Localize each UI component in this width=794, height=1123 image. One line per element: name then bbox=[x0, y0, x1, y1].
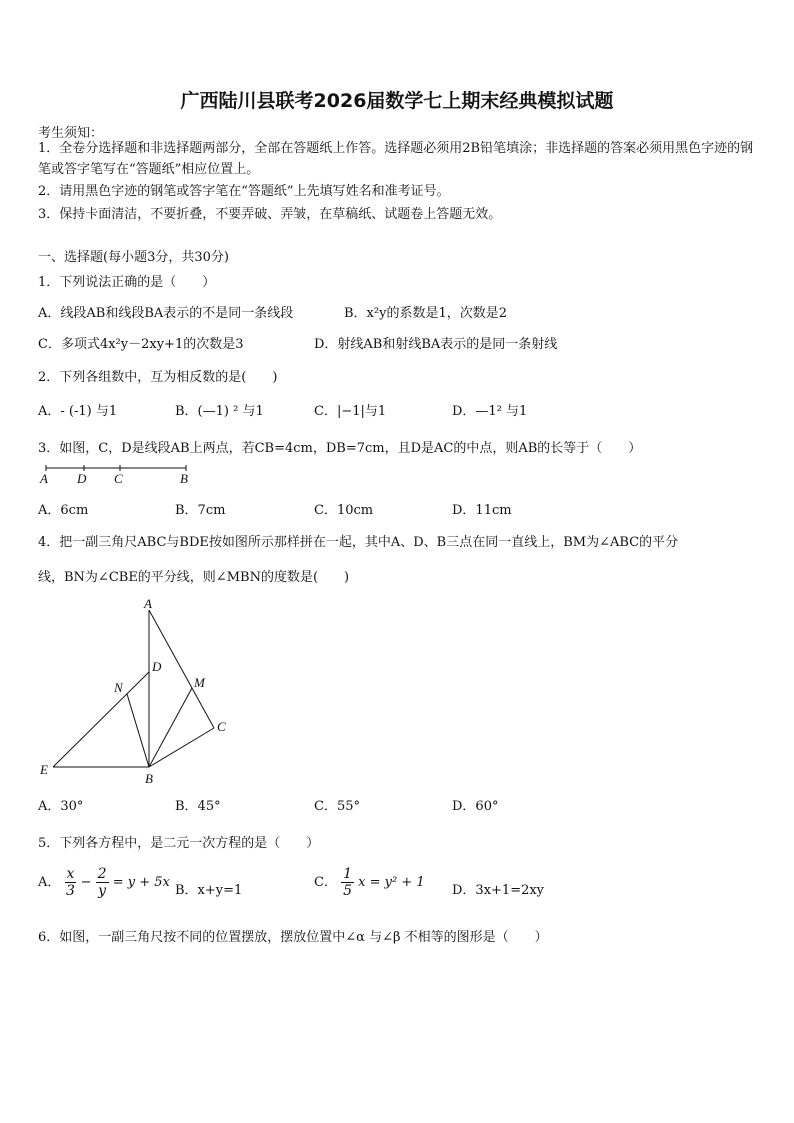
question-5-stem: 5．下列各方程中，是二元一次方程的是（ ） bbox=[38, 836, 320, 851]
question-4-option-d: D．60° bbox=[452, 799, 499, 814]
question-2-option-a: A．- (-1) 与1 bbox=[38, 404, 118, 419]
question-2-stem: 2．下列各组数中，互为相反数的是( ) bbox=[38, 370, 278, 385]
question-5-option-c bbox=[314, 866, 425, 899]
question-2-option-b: B．(—1) ² 与1 bbox=[175, 404, 264, 419]
notice-item-3: 3．保持卡面清洁，不要折叠，不要弄破、弄皱，在草稿纸、试题卷上答题无效。 bbox=[38, 207, 502, 222]
question-1-option-b: B．x²y的系数是1，次数是2 bbox=[344, 306, 507, 321]
option-c-rest: x = y² + 1 bbox=[358, 875, 425, 890]
section-heading: 一、选择题(每小题3分，共30分) bbox=[38, 250, 229, 265]
question-3-stem: 3．如图，C，D是线段AB上两点，若CB=4cm，DB=7cm，且D是AC的中点，则AB的长等于（ ） bbox=[38, 441, 642, 456]
vertex-label-b: B bbox=[145, 771, 153, 786]
point-label-d: D bbox=[77, 471, 87, 486]
question-5-option-a bbox=[38, 866, 170, 899]
option-a-rest: = y + 5x bbox=[112, 875, 170, 890]
question-1-option-a: A．线段AB和线段BA表示的不是同一条线段 bbox=[38, 306, 294, 321]
question-5-option-b: B．x+y=1 bbox=[175, 883, 243, 898]
question-1-stem: 1．下列说法正确的是（ ） bbox=[38, 275, 216, 290]
question-6-stem: 6．如图，一副三角尺按不同的位置摆放，摆放位置中∠α 与∠β 不相等的图形是（ ） bbox=[38, 930, 548, 945]
question-4-triangle-figure bbox=[30, 592, 250, 788]
question-3-option-a: A．6cm bbox=[38, 503, 89, 518]
question-1-option-d: D．射线AB和射线BA表示的是同一条射线 bbox=[314, 337, 558, 352]
notice-heading: 考生须知： bbox=[38, 126, 104, 141]
vertex-label-a: A bbox=[144, 596, 152, 611]
notice-item-1: 1．全卷分选择题和非选择题两部分，全部在答题纸上作答。选择题必须用2B铅笔填涂；非选择题的答案必须用黑色字迹的钢笔或答字笔写在“答题纸”相应位置上。 bbox=[38, 141, 754, 177]
question-2-option-d: D．—1² 与1 bbox=[452, 404, 528, 419]
question-3-option-c: C．10cm bbox=[314, 503, 374, 518]
question-2-option-c: C．|−1|与1 bbox=[314, 404, 387, 419]
point-label-a: A bbox=[40, 471, 48, 486]
question-4-stem-line-2: 线，BN为∠CBE的平分线，则∠MBN的度数是( ) bbox=[38, 570, 350, 585]
notice-item-2: 2．请用黑色字迹的钢笔或答字笔在“答题纸”上先填写姓名和准考证号。 bbox=[38, 184, 450, 199]
question-1-option-c: C．多项式4x²y－2xy+1的次数是3 bbox=[38, 337, 244, 352]
minus-sign: − bbox=[80, 875, 92, 890]
vertex-label-e: E bbox=[40, 762, 48, 777]
question-4-option-a: A．30° bbox=[38, 799, 84, 814]
question-4-stem-line-1: 4．把一副三角尺ABC与BDE按如图所示那样拼在一起，其中A、D、B三点在同一直线上，BM为∠ABC的平分 bbox=[38, 535, 679, 550]
fraction-2-over-y: $\frac{2}{y}$ bbox=[97, 866, 107, 899]
question-3-segment-figure bbox=[36, 462, 196, 488]
question-3-option-d: D．11cm bbox=[452, 503, 512, 518]
fraction-1-over-5: $\frac{1}{5}$ bbox=[343, 866, 353, 899]
point-label-c: C bbox=[114, 471, 123, 486]
question-4-option-c: C．55° bbox=[314, 799, 360, 814]
page-title: 广西陆川县联考2026届数学七上期末经典模拟试题 bbox=[180, 90, 614, 112]
option-c-prefix: C． bbox=[314, 875, 337, 890]
fraction-x-over-3: $\frac{x}{3}$ bbox=[66, 866, 75, 899]
question-5-option-d: D．3x+1=2xy bbox=[452, 883, 545, 898]
point-label-b: B bbox=[180, 471, 188, 486]
vertex-label-n: N bbox=[114, 680, 123, 695]
question-3-option-b: B．7cm bbox=[175, 503, 226, 518]
vertex-label-m: M bbox=[194, 675, 205, 690]
vertex-label-d: D bbox=[152, 659, 162, 674]
option-a-prefix: A． bbox=[38, 875, 61, 890]
vertex-label-c: C bbox=[217, 719, 226, 734]
question-4-option-b: B．45° bbox=[175, 799, 221, 814]
